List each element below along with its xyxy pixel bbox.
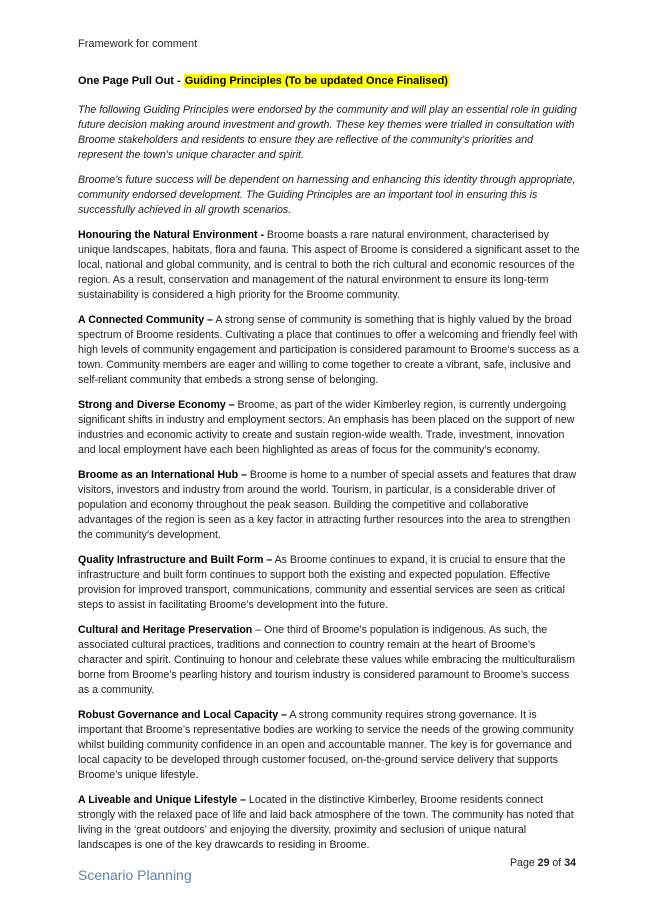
principle-heading: Cultural and Heritage Preservation [78,624,253,636]
principle-heading: Honouring the Natural Environment - [78,229,264,241]
page-title-highlighted: Guiding Principles (To be updated Once Finalised) [184,75,448,87]
principle-infrastructure-built-form [78,553,580,613]
principle-diverse-economy [78,398,580,458]
principle-body: A strong community requires strong governance. It is important that Broome’s representative bodies are working to service the needs of the growing community whilst building community confidence in an open and accountable manner. The key is for governance and local capacity to be developed through customer focused, on-the-ground service delivery that supports Broome’s unique lifestyle. [78,709,574,781]
principle-liveable-lifestyle [78,793,580,853]
page-title [78,74,580,89]
principle-body: Broome is home to a number of special assets and features that draw visitors, investors and industry from around the world. Tourism, in particular, is a considerable driver of population and economy throughout the peak season. Building the competitive and collaborative advantages of the region is seen as a key factor in attracting further resources into the area to strengthen the community’s development. [78,469,577,541]
principle-body: Broome boasts a rare natural environment, characterised by unique landscapes, habitats, flora and fauna. This aspect of Broome is considered a significant asset to the local, national and global community, and is central to both the rich cultural and economic resources of the region. As a result, conservation and management of the natural environment to ensure its long-term sustainability is considered a high priority for the Broome community. [78,229,580,301]
principle-heading: Broome as an International Hub – [78,469,247,481]
principle-international-hub [78,468,580,543]
principle-governance-capacity [78,708,580,783]
principle-heading: Robust Governance and Local Capacity – [78,709,287,721]
page-content [78,38,580,883]
principle-heading: Strong and Diverse Economy – [78,399,235,411]
principle-cultural-heritage [78,623,580,698]
intro-paragraph-2: Broome’s future success will be dependent on harnessing and enhancing this identity through appropriate, community endorsed development. The Guiding Principles are an important tool in ensuring this is successfully achieved in all growth scenarios. [78,174,576,216]
principle-connected-community [78,313,580,388]
footer-page-label: Page [509,857,538,869]
principle-body: As Broome continues to expand, it is crucial to ensure that the infrastructure and built form continues to support both the existing and expected population. Effective provision for improved transport, communications, community and essential services are seen as critical steps to assist in facilitating Broome’s development into the future. [78,554,566,611]
principle-heading: A Liveable and Unique Lifestyle – [78,794,246,806]
document-header-text: Framework for comment [78,38,198,50]
principle-natural-environment [78,228,580,303]
principle-heading: A Connected Community – [78,314,213,326]
principle-body: A strong sense of community is something that is highly valued by the broad spectrum of Broome residents. Cultivating a place that continues to offer a welcoming and friendly feel with high levels of community engagement and participation is considered paramount to Broome’s success as a town. Community members are eager and willing to come together to create a vibrant, safe, inclusive and self-reliant community that embeds a strong sense of belonging. [78,314,579,386]
principle-body: Located in the distinctive Kimberley, Broome residents connect strongly with the relaxed pace of life and laid back atmosphere of the town. The community has noted that living in the ‘great outdoors’ and enjoying the diversity, proximity and seclusion of unique natural landscapes is one of the key drawcards to residing in Broome. [78,794,574,851]
footer-of-label: of [549,857,565,869]
principle-heading: Quality Infrastructure and Built Form – [78,554,273,566]
page-number-footer [510,857,576,869]
intro-paragraph-1: The following Guiding Principles were endorsed by the community and will play an essential role in guiding future decision making around investment and growth. These key themes were trialled in consultation with Broome stakeholders and residents to ensure they are reflective of the community’s priorities and represent the town’s unique character and spirit. [78,104,577,161]
scenario-planning-heading: Scenario Planning [78,867,192,883]
principle-body: Broome, as part of the wider Kimberley region, is currently undergoing significant shifts in industry and employment sectors. An emphasis has been placed on the support of new industries and economic activity to create and sustain region-wide wealth. Trade, investment, innovation and local employment have each been highlighted as areas of focus for the community’s economy. [78,399,575,456]
footer-current-page: 29 [537,857,550,869]
footer-total-pages: 34 [564,857,576,869]
page-title-plain: One Page Pull Out - [78,75,184,87]
principle-body: – One third of Broome’s population is indigenous. As such, the associated cultural practices, traditions and connection to country remain at the heart of Broome’s character and spirit. Continuing to honour and celebrate these values while embracing the multiculturalism borne from Broome’s pearling history and tourism industry is considered paramount to Broome’s success as a community. [78,624,575,696]
